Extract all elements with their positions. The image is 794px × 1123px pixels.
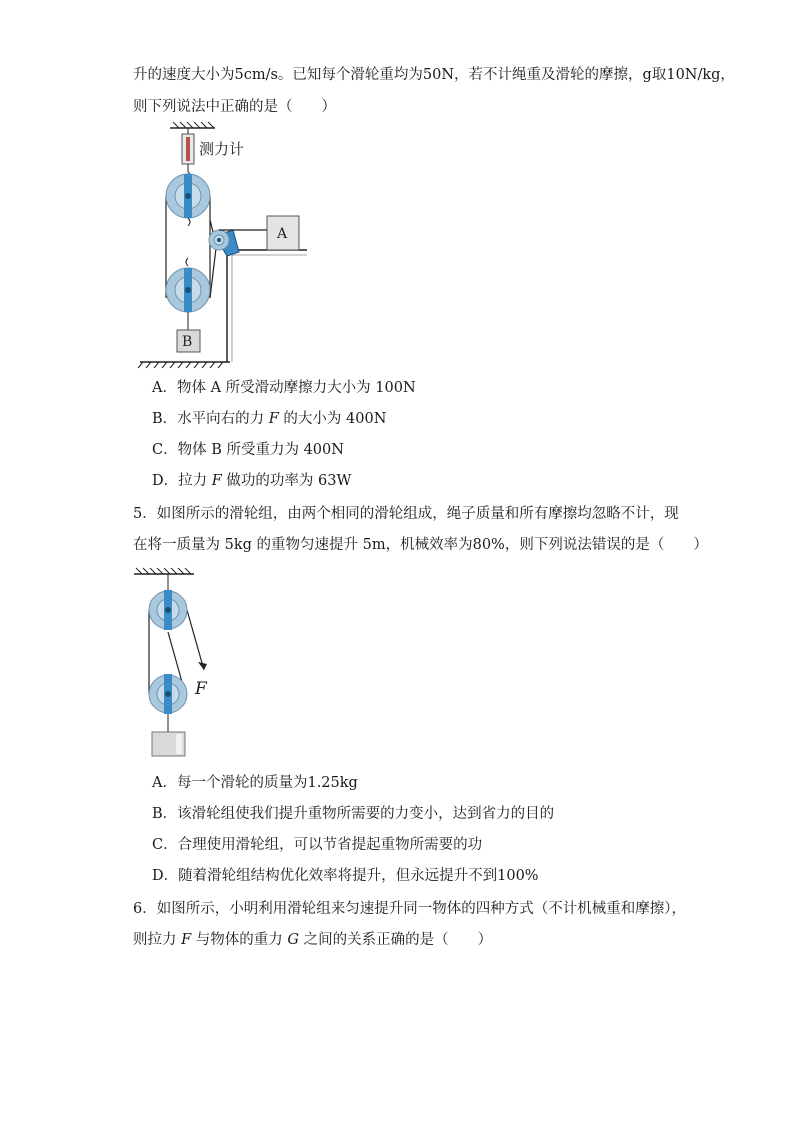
q4-option-d-pre: D．拉力 bbox=[152, 473, 212, 489]
q4-option-b-pre: B．水平向右的力 bbox=[152, 411, 269, 427]
q4-option-c: C．物体 B 所受重力为 400N bbox=[152, 442, 344, 458]
pull-rope bbox=[187, 610, 204, 670]
fixed-pulley-icon bbox=[149, 590, 187, 630]
moving-pulley-icon bbox=[166, 258, 210, 330]
q5-pulley-figure bbox=[132, 562, 242, 762]
ground-hatch bbox=[138, 362, 230, 368]
spring-scale-icon bbox=[182, 128, 194, 178]
spring-scale-label: 测力计 bbox=[199, 140, 245, 158]
q4-option-d-var: F bbox=[211, 473, 222, 489]
q5-stem-line1: 5．如图所示的滑轮组，由两个相同的滑轮组成，绳子质量和所有摩擦均忽略不计，现 bbox=[133, 506, 679, 522]
q4-stem-line2: 则下列说法中正确的是（ ） bbox=[133, 99, 336, 115]
q4-option-d-post: 做功的功率为 63W bbox=[221, 473, 352, 489]
q5-option-c: C．合理使用滑轮组，可以节省提起重物所需要的功 bbox=[152, 837, 483, 853]
q6-stem-var-f: F bbox=[181, 932, 192, 948]
q6-stem-line2 bbox=[133, 930, 492, 950]
block-a-label: A bbox=[277, 226, 288, 242]
q4-option-a: A．物体 A 所受滑动摩擦力大小为 100N bbox=[152, 380, 416, 396]
q5-option-b: B．该滑轮组使我们提升重物所需要的力变小，达到省力的目的 bbox=[152, 806, 555, 822]
corner-pulley-icon bbox=[209, 230, 267, 256]
q4-option-b-var: F bbox=[268, 411, 279, 427]
weight-highlight bbox=[176, 734, 182, 754]
ceiling-hatch bbox=[170, 122, 215, 128]
table-step bbox=[227, 250, 307, 362]
force-arrow-icon bbox=[198, 662, 207, 670]
q5-stem-line2: 在将一质量为 5kg 的重物匀速提升 5m，机械效率为80%，则下列说法错误的是（ ） bbox=[133, 537, 708, 553]
q4-option-b-post: 的大小为 400N bbox=[278, 411, 387, 427]
ceiling-hatch bbox=[134, 568, 194, 574]
q6-stem-var-g: G bbox=[287, 932, 299, 948]
q4-option-b bbox=[152, 409, 386, 429]
q6-stem-line2-mid: 与物体的重力 bbox=[191, 932, 288, 948]
block-b-label: B bbox=[182, 334, 193, 350]
q5-option-a: A．每一个滑轮的质量为1.25kg bbox=[152, 775, 358, 791]
moving-pulley-icon bbox=[149, 674, 187, 732]
q5-option-d: D．随着滑轮组结构优化效率将提升，但永远提升不到100% bbox=[152, 868, 539, 884]
q4-pulley-figure bbox=[135, 120, 325, 370]
q4-option-d bbox=[152, 471, 351, 491]
q6-stem-line1: 6．如图所示，小明利用滑轮组来匀速提升同一物体的四种方式（不计机械重和摩擦）， bbox=[133, 901, 686, 917]
q6-stem-line2-pre: 则拉力 bbox=[133, 932, 182, 948]
force-label: F bbox=[195, 679, 207, 699]
q6-stem-line2-post: 之间的关系正确的是（ ） bbox=[298, 932, 493, 948]
q4-stem-line1: 升的速度大小为5cm/s。已知每个滑轮重均为50N，若不计绳重及滑轮的摩擦，g取10N/kg， bbox=[133, 67, 735, 83]
